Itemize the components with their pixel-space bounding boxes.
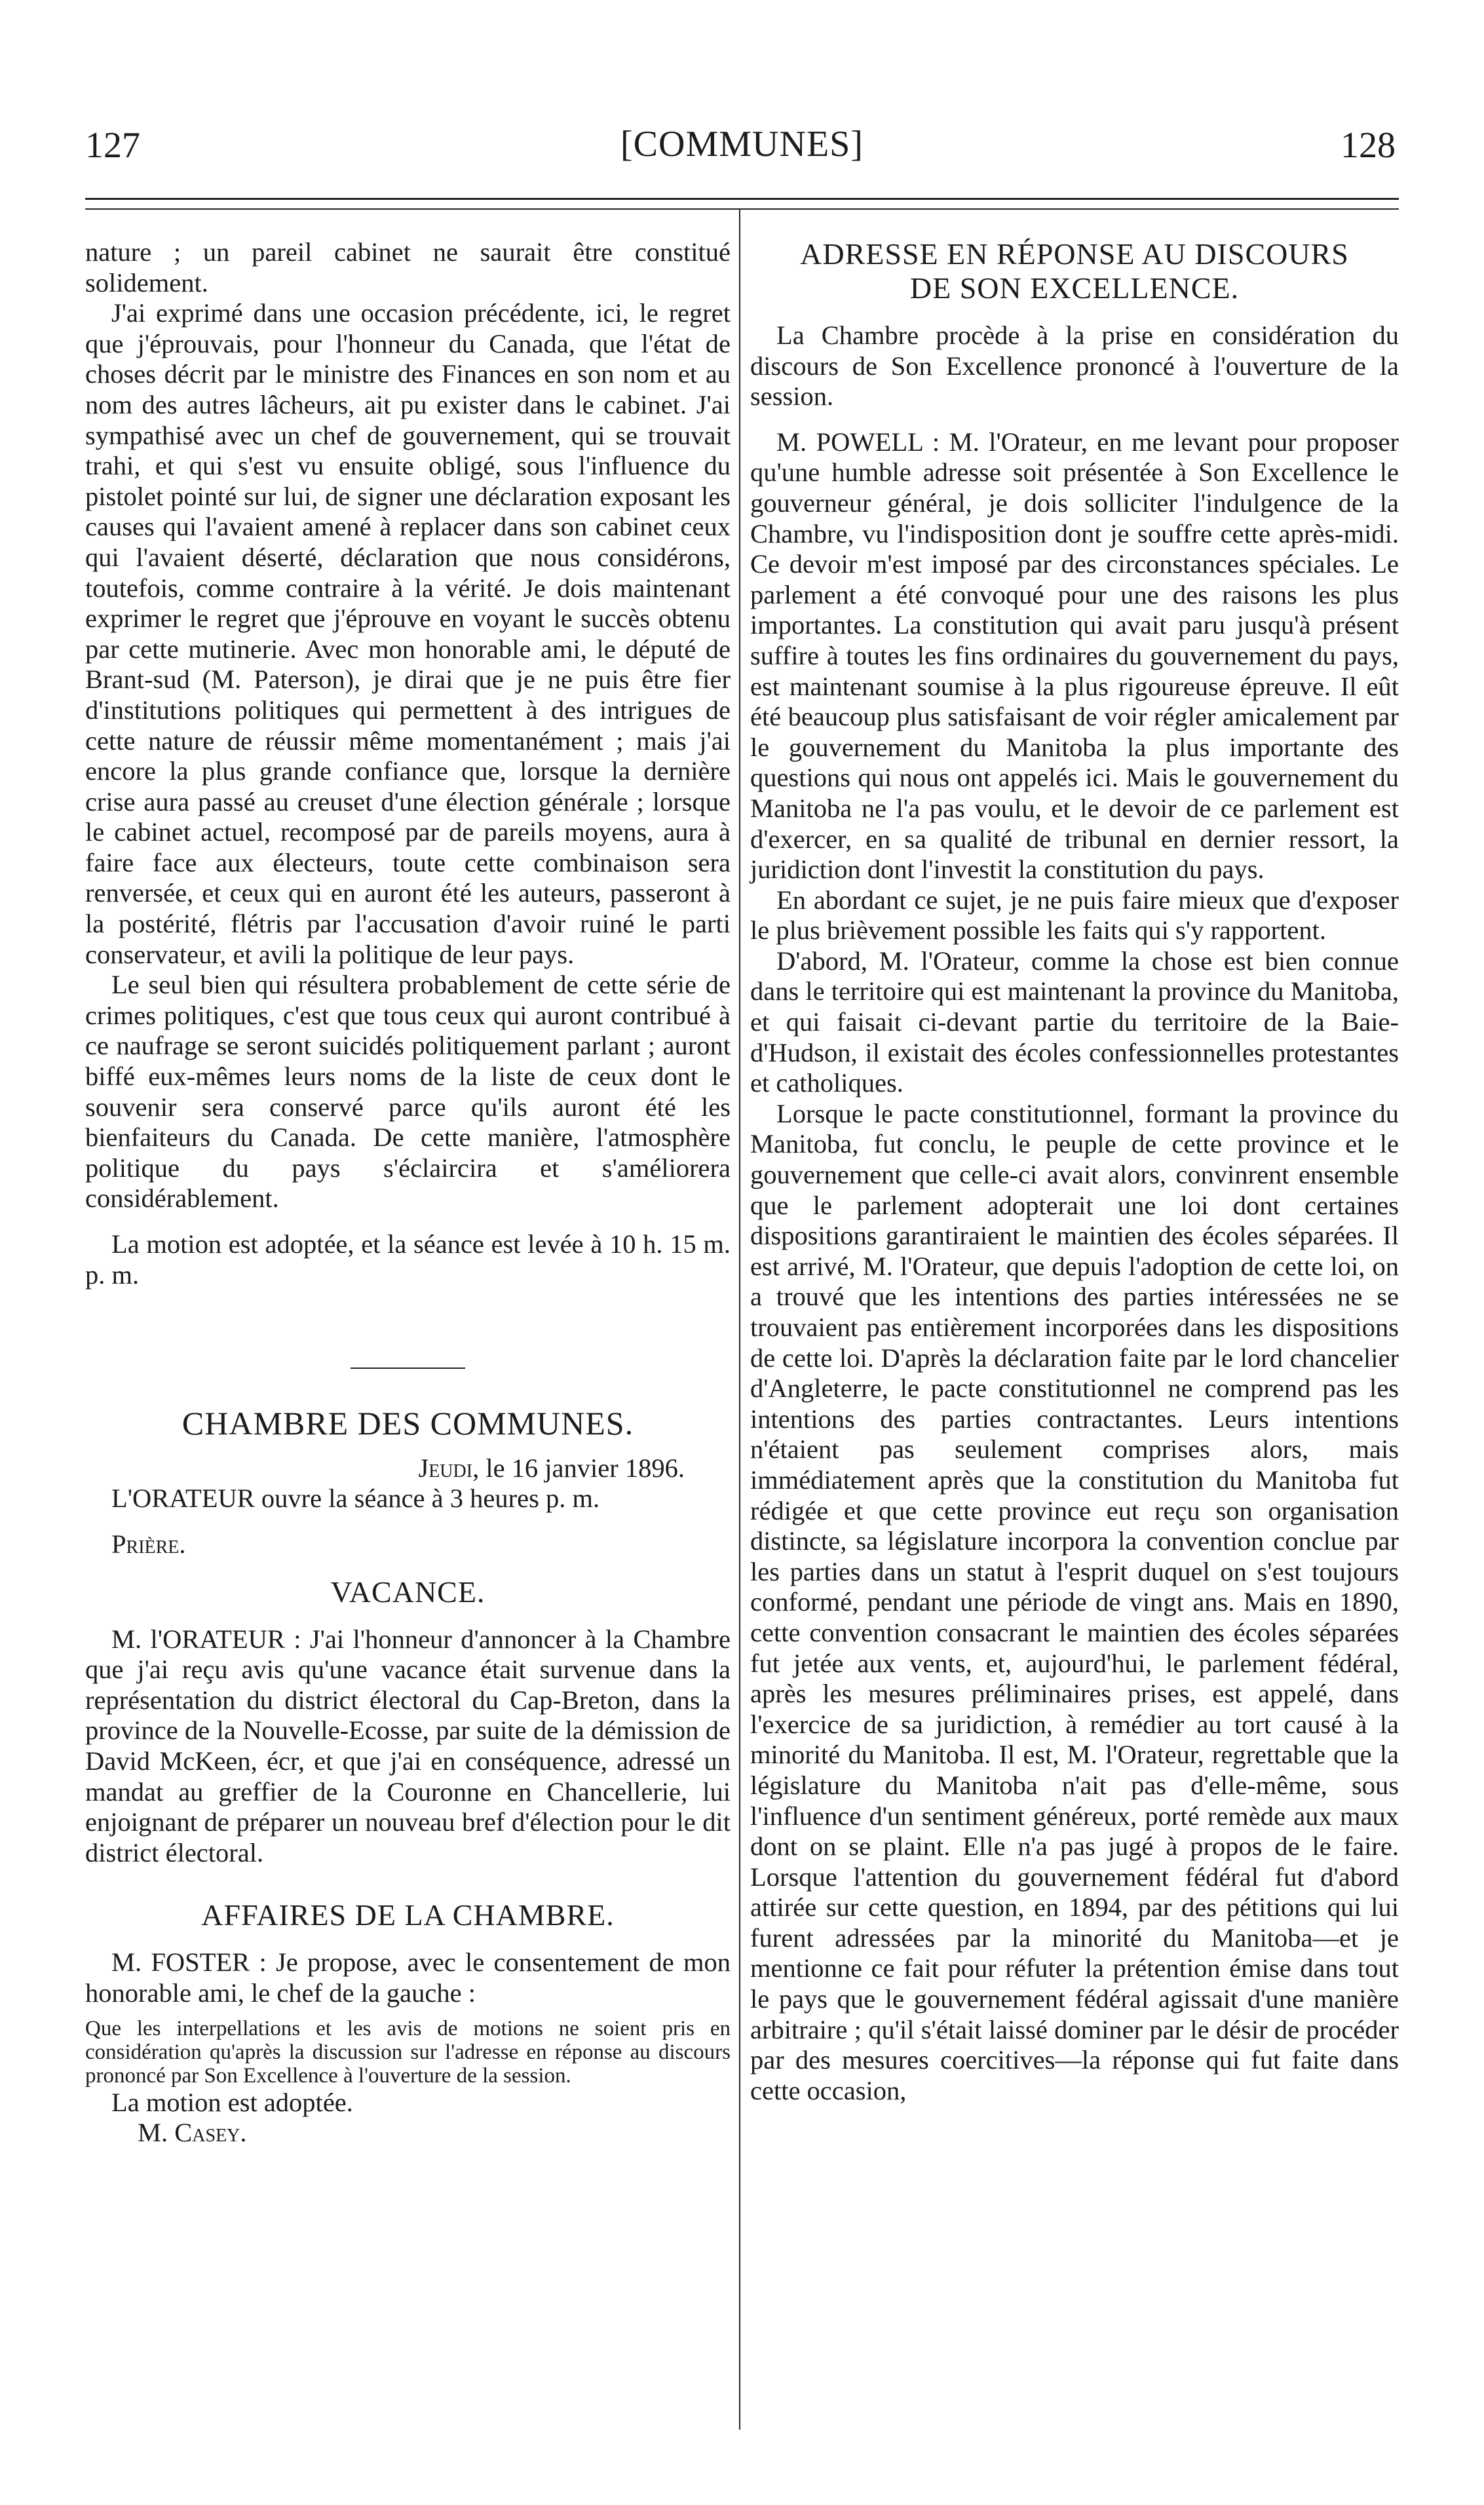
page-number-right: 128 [1341,125,1396,166]
section-title-adresse: ADRESSE EN RÉPONSE AU DISCOURS DE SON EXCELLENCE. [800,237,1349,305]
paragraph [85,1624,731,1869]
paragraph: nature ; un pareil cabinet ne saurait être constitué solidement. [85,237,731,297]
chamber-title: CHAMBRE DES COMMUNES. [181,1405,634,1442]
speaker-name: M. l'ORATEUR : [111,1624,301,1654]
orateur-opening: L'ORATEUR ouvre la séance à 3 heures p. m. [111,1483,600,1514]
left-column [85,237,731,2149]
date-day: Jeudi [418,1453,473,1483]
motion-adopted: La motion est adoptée. [111,2087,353,2117]
paragraph: J'ai exprimé dans une occasion précédente, ici, le regret que j'éprouvais, pour l'honneur du Canada, que l'état de choses décrit par le ministre des Finances en son nom et au nom des autres lâcheurs, ait pu exister dans le cabinet. J'ai sympathisé avec un chef de gouvernement, qui se trouvait trahi, et qui s'est vu ensuite obligé, sous l'influence du pistolet pointé sur lui, de signer une déclaration exposant les causes qui l'avaient amené à replacer dans son cabinet ceux qui l'avaient déserté, déclaration que nous considérons, toutefois, comme contraire à la vérité. Je dois maintenant exprimer le regret que j'éprouve en voyant le succès obtenu par cette mutinerie. Avec mon honorable ami, le député de Brant-sud (M. Paterson), je dirai que je ne puis être fier d'institutions politiques qui permettent à des intrigues de cette nature de réussir même momentanément ; mais j'ai encore la plus grande confiance que, lorsque la dernière crise aura passé au creuset d'une élection générale ; lorsque le cabinet actuel, recomposé par de pareils moyens, aura à faire face aux électeurs, toute cette combinaison sera renversée, et ceux qui en auront été les auteurs, passeront à la postérité, flétris par l'accusation d'avoir ruiné le parti conservateur, et avili la politique de leur pays. [85,298,731,969]
right-column [750,237,1399,2106]
speaker-name: M. POWELL : [776,427,940,457]
speaker-name: M. FOSTER : [111,1947,267,1978]
paragraph: Lorsque le pacte constitutionnel, formant la province du Manitoba, fut conclu, le peuple de cette province et le gouvernement que celle-ci avait alors, convinrent ensemble que le parlement adopterait une loi dont certaines dispositions garantiraient le maintien des écoles séparées. Il est arrivé, M. l'Orateur, que depuis l'adoption de cette loi, on a trouvé que les intentions des parties intéressées ne se trouvaient pas entièrement incorporées dans les dispositions de cette loi. D'après la déclaration faite par le lord chancelier d'Angleterre, le pacte constitutionnel ne comprend pas les intentions des parties contractantes. Leurs intentions n'étaient pas seulement comprises alors, mais immédiatement après que la constitution du Manitoba fut rédigée et que cette province eut reçu son organisation distincte, sa législature incorpora la convention conclue par les parties dans un statut à l'esprit duquel on s'est toujours conformé, pendant une période de vingt ans. Mais en 1890, cette convention consacrant le maintien des écoles séparées fut jetée aux vents, et, aujourd'hui, le parlement fédéral, après les mesures préliminaires prises, est appelé, dans l'exercice de sa juridiction, à remédier au tort causé à la minorité du Manitoba. Il est, M. l'Orateur, regrettable que la législature du Manitoba n'ait pas d'elle-même, sous l'influence d'un sentiment généreux, porté remède aux maux dont on se plaint. Elle n'a pas jugé à propos de le faire. Lorsque l'attention du gouvernement fédéral fut d'abord attirée sur cette question, en 1894, par des pétitions qui lui furent adressées par la minorité du Manitoba—et je mentionne ce fait pour réfuter la prétention émise dans tout le pays que le gouvernement fédéral agissait d'une manière arbitraire ; qu'il s'était laissé dominer par le désir de procéder par des mesures coercitives—la réponse qui fut faite dans cette occasion, [750,1098,1399,2105]
header-rule-bottom [85,208,1399,210]
section-title-vacance: VACANCE. [330,1575,485,1609]
column-divider [739,208,740,2430]
paragraph: En abordant ce sujet, je ne puis faire mieux que d'exposer le plus brièvement possible les faits qui s'y rapportent. [750,885,1399,946]
page-number-left: 127 [85,125,140,166]
running-title: [COMMUNES] [620,124,864,164]
sitting-date [85,1453,731,1484]
speaker-casey: M. Casey. [138,2118,247,2148]
paragraph [750,427,1399,885]
date-rest: , le 16 janvier 1896. [472,1453,685,1483]
paragraph: Le seul bien qui résultera probablement de cette série de crimes politiques, c'est que tous ceux qui auront contribué à ce naufrage se seront suicidés politiquement parlant ; auront biffé eux-mêmes leurs noms de la liste de ceux dont le souvenir sera conservé parce qu'ils auront été les bienfaiteurs du Canada. De cette manière, l'atmosphère politique du pays s'éclaircira et s'améliorera considérablement. [85,970,731,1214]
speech-text: Je propose, avec le consentement de mon honorable ami, le chef de la gauche : [85,1947,731,2008]
paragraph: La motion est adoptée, et la séance est levée à 10 h. 15 m. p. m. [85,1229,731,1290]
page-header [0,0,1484,216]
speech-text: M. l'Orateur, en me levant pour proposer qu'une humble adresse soit présentée à Son Excellence le gouverneur général, je dois solliciter l'indulgence de la Chambre, vu l'indisposition dont je souffre cette après-midi. Ce devoir m'est imposé par des circonstances spéciales. Le parlement a été convoqué pour une des raisons les plus importantes. La constitution qui avait paru jusqu'à présent suffire à toutes les fins ordinaires du gouvernement du pays, est maintenant soumise à la plus rigoureuse épreuve. Il eût été beaucoup plus satisfaisant de voir régler amicalement par le gouvernement du Manitoba la plus importante des questions qui nous ont appelés ici. Mais le gouvernement du Manitoba ne l'a pas voulu, et le devoir de ce parlement est d'exercer, en sa qualité de tribunal en dernier ressort, la juridiction dont l'investit la constitution du pays. [750,427,1399,885]
motion-text: Que les interpellations et les avis de motions ne soient pris en considération qu'après la discussion sur l'adresse en réponse au discours prononcé par Son Excellence à l'ouverture de la session. [85,2016,731,2088]
speech-text: J'ai l'honneur d'annoncer à la Chambre que j'ai reçu avis qu'une vacance était survenue dans la représentation du district électoral du Cap-Breton, dans la province de la Nouvelle-Ecosse, par suite de la démission de David McKeen, écr, et que j'ai en conséquence, adressé un mandat au greffier de la Couronne en Chancellerie, lui enjoignant de préparer un nouveau bref d'élection pour le dit district électoral. [85,1624,731,1867]
paragraph: D'abord, M. l'Orateur, comme la chose est bien connue dans le territoire qui est maintenant la province du Manitoba, et qui faisait ci-devant partie du territoire de la Baie-d'Hudson, il existait des écoles confessionnelles protestantes et catholiques. [750,946,1399,1098]
header-rule-top [85,198,1399,200]
priere: Prière. [111,1529,186,1559]
paragraph [85,1947,731,2008]
paragraph: La Chambre procède à la prise en considération du discours de Son Excellence prononcé à l'ouverture de la session. [750,320,1399,411]
section-title-affaires: AFFAIRES DE LA CHAMBRE. [201,1898,615,1932]
